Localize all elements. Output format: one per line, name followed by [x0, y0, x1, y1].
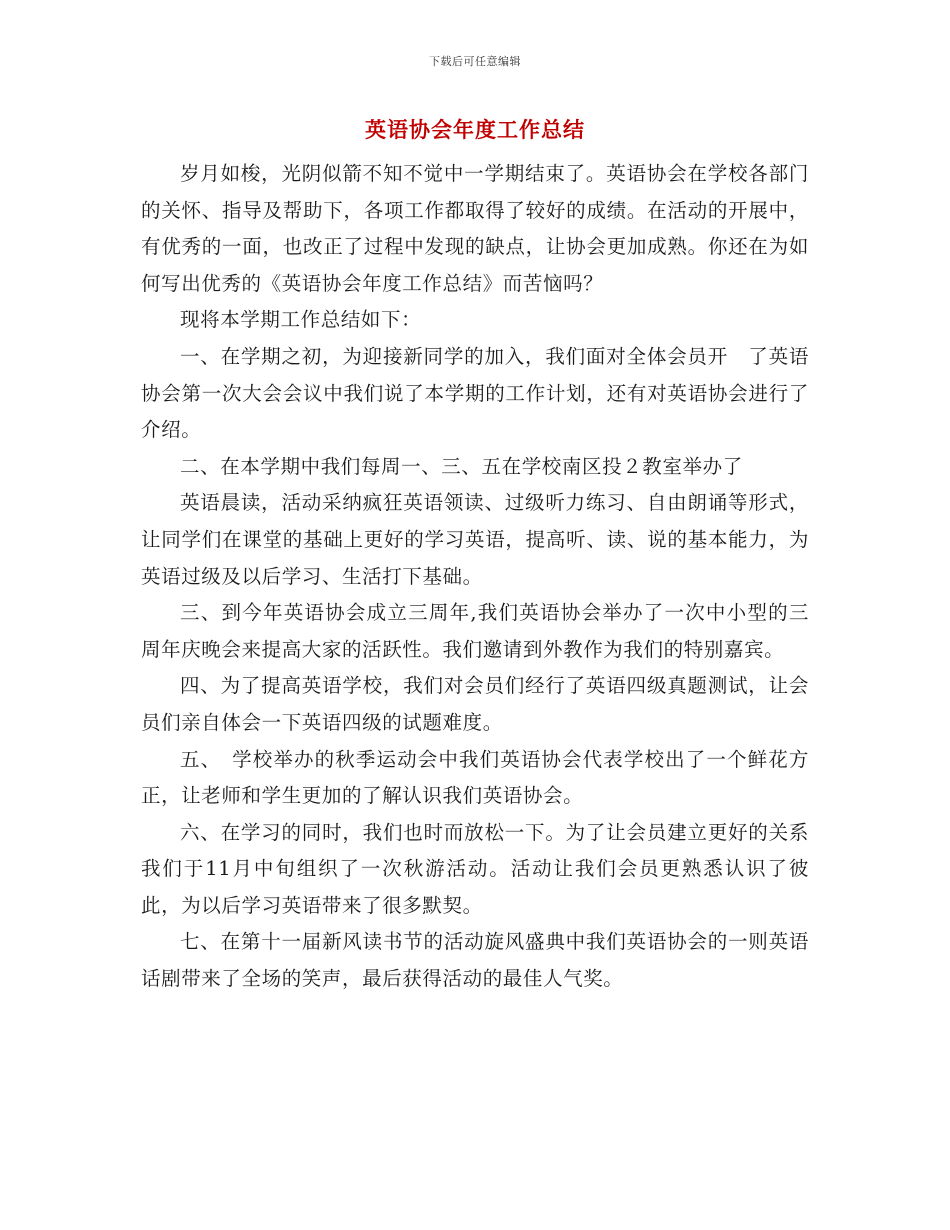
- paragraph-item-2-continued: 英语晨读，活动采纳疯狂英语领读、过级听力练习、自由朗诵等形式，让同学们在课堂的基础上更好的学习英语，提高听、读、说的基本能力，为英语过级及以后学习、生活打下基础。: [141, 491, 809, 588]
- paragraph-item-7: 七、在第十一届新风读书节的活动旋风盛典中我们英语协会的一则英语话剧带来了全场的笑声，最后获得活动的最佳人气奖。: [141, 930, 809, 991]
- document-title: 英语协会年度工作总结: [365, 117, 585, 142]
- paragraph-item-2: 二、在本学期中我们每周一、三、五在学校南区投２教室举办了: [180, 454, 743, 478]
- paragraph-item-1: 一、在学期之初，为迎接新同学的加入，我们面对全体会员开 了英语协会第一次大会会议中我们说了本学期的工作计划，还有对英语协会进行了介绍。: [141, 344, 809, 442]
- paragraph-item-5: 五、 学校举办的秋季运动会中我们英语协会代表学校出了一个鲜花方正，让老师和学生更加的了解认识我们英语协会。: [141, 747, 809, 808]
- paragraph-intro: 岁月如梭，光阴似箭不知不觉中一学期结束了。英语协会在学校各部门的关怀、指导及帮助下，各项工作都取得了较好的成绩。在活动的开展中，有优秀的一面，也改正了过程中发现的缺点，让协会更加成熟。你还在为如何写出优秀的《英语协会年度工作总结》而苦恼吗？: [141, 162, 809, 295]
- document-body: [141, 156, 809, 998]
- paragraph-item-4: 四、为了提高英语学校，我们对会员们经行了英语四级真题测试，让会员们亲自体会一下英语四级的试题难度。: [141, 674, 809, 734]
- paragraph-item-3: 三、到今年英语协会成立三周年,我们英语协会举办了一次中小型的三周年庆晚会来提高大家的活跃性。我们邀请到外教作为我们的特别嘉宾。: [141, 601, 809, 661]
- header-note: 下载后可任意编辑: [429, 55, 521, 68]
- paragraph-item-6: 六、在学习的同时，我们也时而放松一下。为了让会员建立更好的关系我们于11月中旬组织了一次秋游活动。活动让我们会员更熟悉认识了彼此，为以后学习英语带来了很多默契。: [141, 820, 809, 917]
- paragraph-summary-lead: 现将本学期工作总结如下：: [180, 308, 422, 332]
